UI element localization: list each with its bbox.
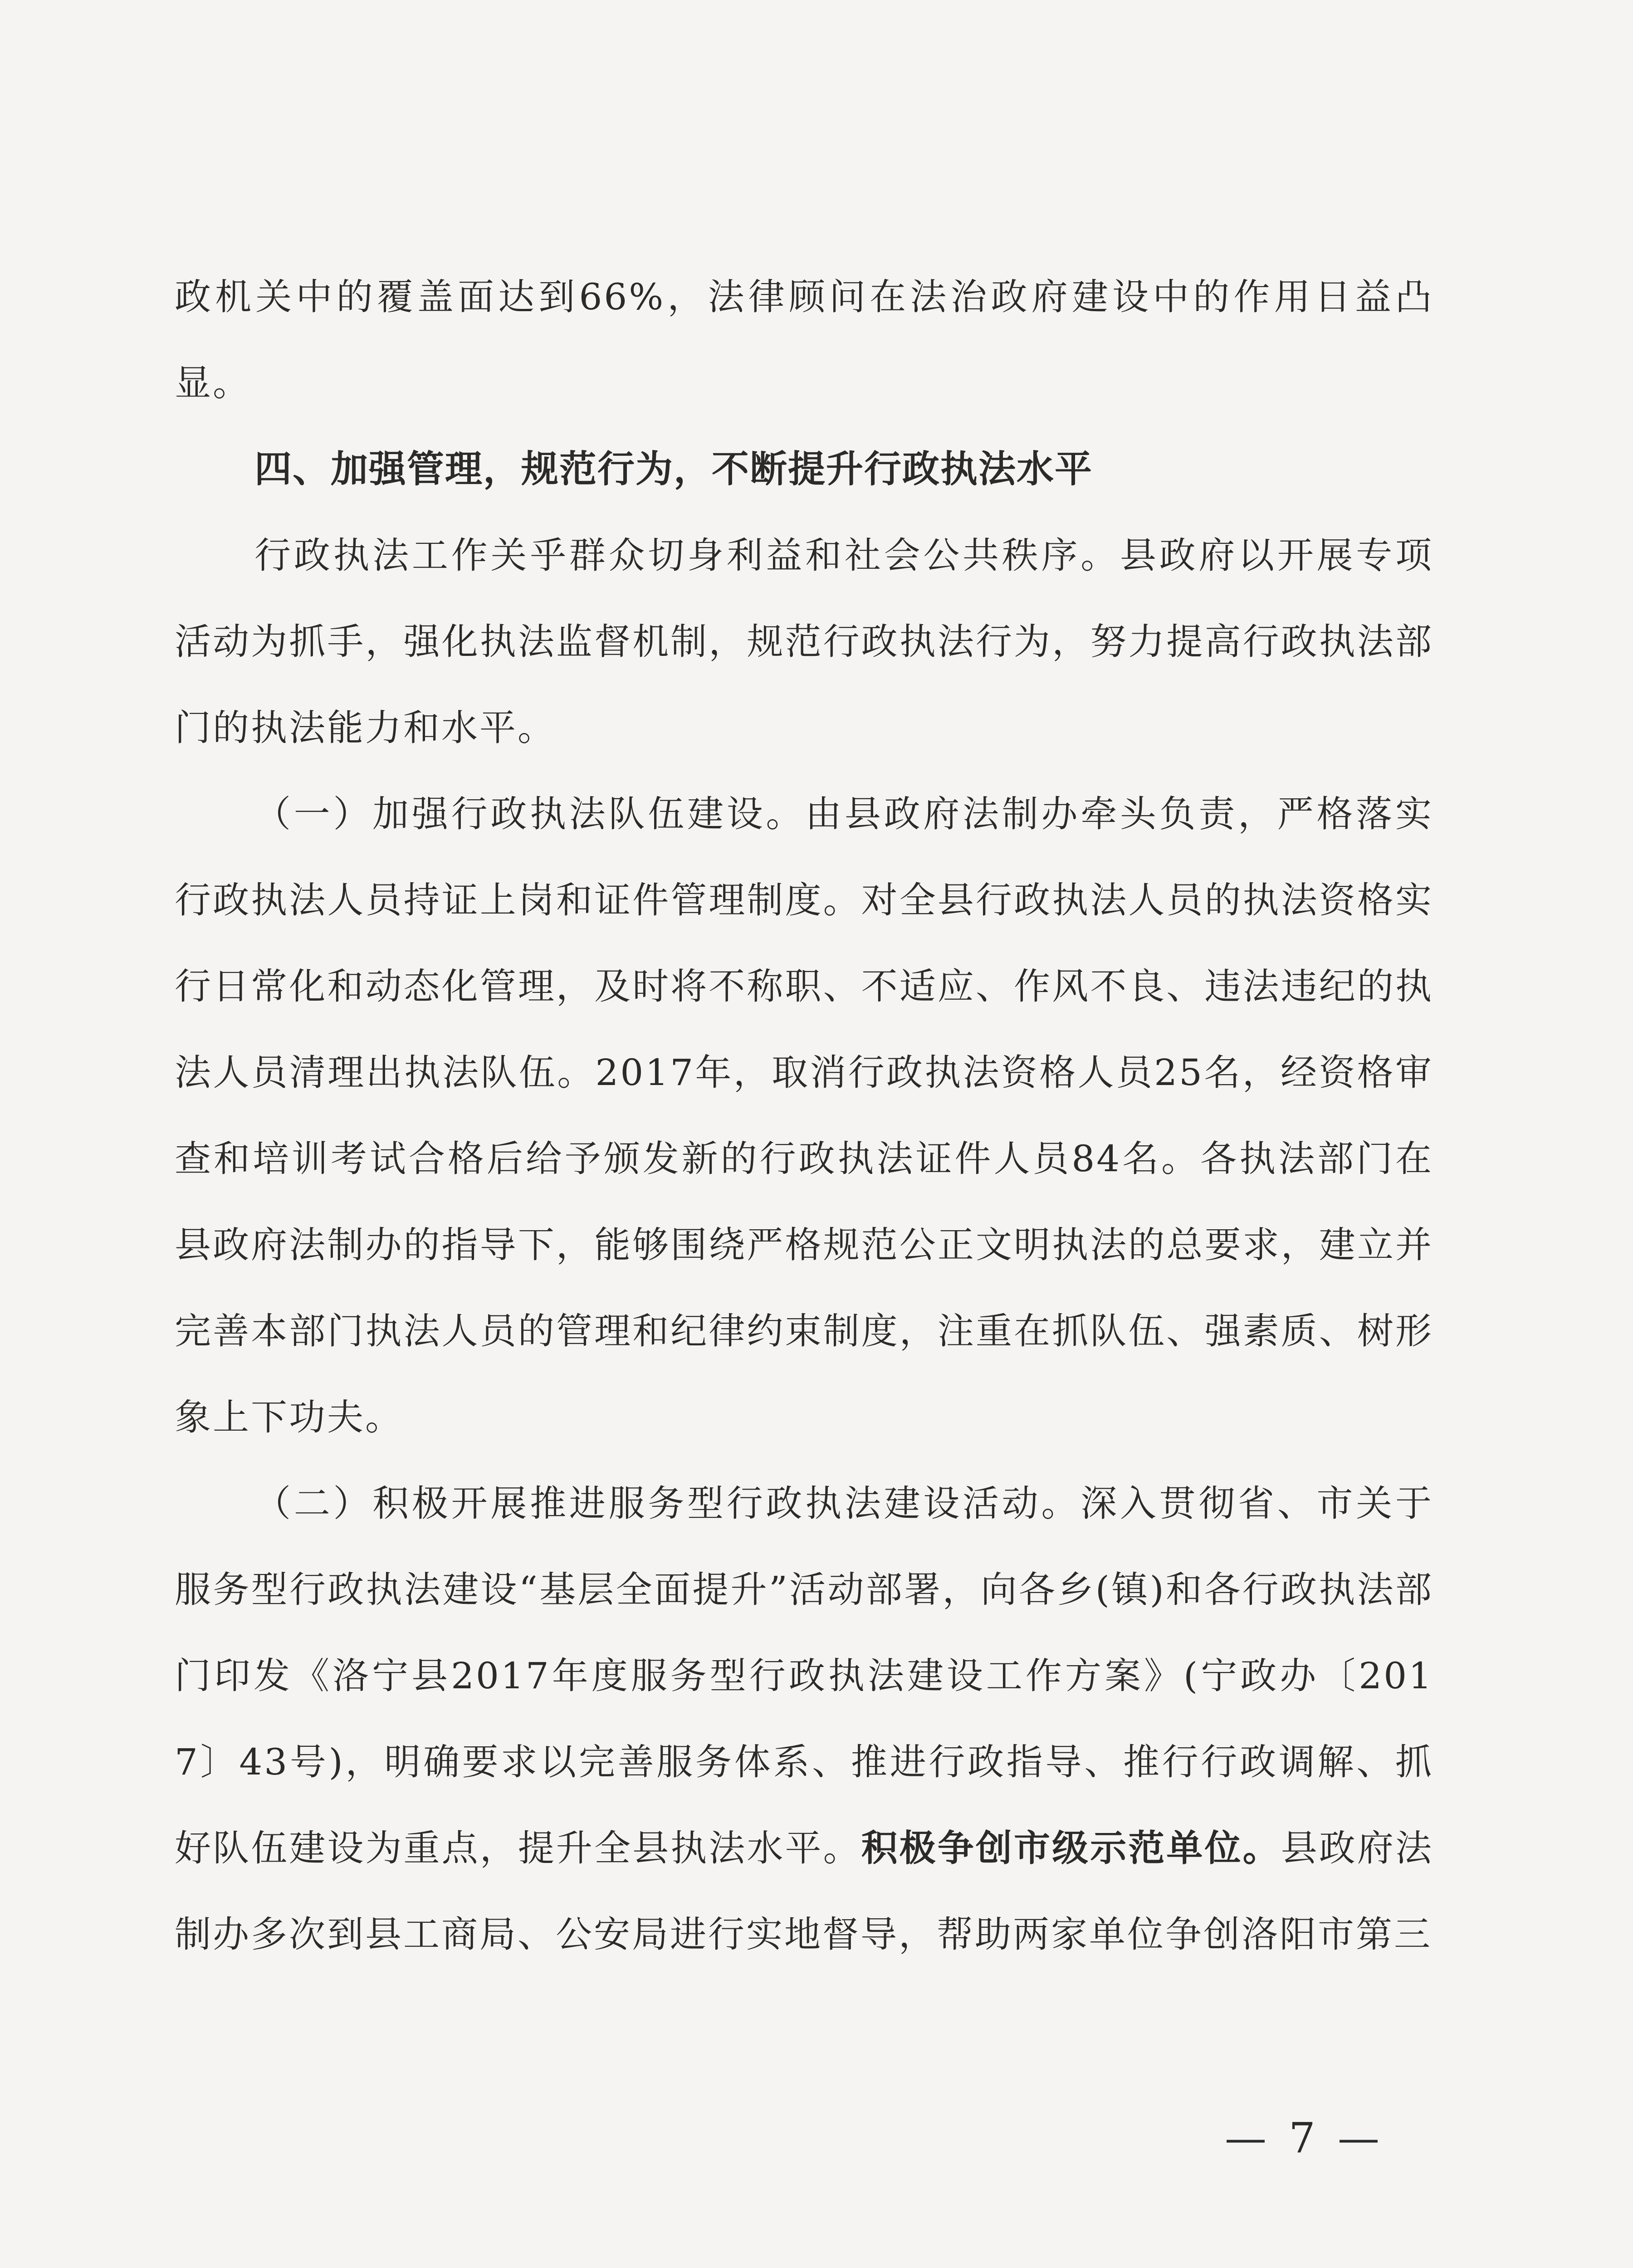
paragraph-intro: 行政执法工作关乎群众切身利益和社会公共秩序。县政府以开展专项活动为抓手，强化执法监督机制，规范行政执法行为，努力提高行政执法部门的执法能力和水平。 (175, 534, 1433, 749)
document-body (175, 254, 1433, 1978)
page-number: — 7 — (1225, 2114, 1384, 2162)
paragraph-item-two-tail: 县政府法制办多次到县工商局、公安局进行实地督导，帮助两家单位争创洛阳市第三 (175, 1827, 1433, 1955)
paragraph-item-two-bold: 积极争创市级示范单位。 (861, 1827, 1281, 1869)
paragraph-item-one: （一）加强行政执法队伍建设。由县政府法制办牵头负责，严格落实行政执法人员持证上岗和证件管理制度。对全县行政执法人员的执法资格实行日常化和动态化管理，及时将不称职、不适应、作风不良、违法违纪的执法人员清理出执法队伍。2017年，取消行政执法资格人员25名，经资格审查和培训考试合格后给予颁发新的行政执法证件人员84名。各执法部门在县政府法制办的指导下，能够围绕严格规范公正文明执法的总要求，建立并完善本部门执法人员的管理和纪律约束制度，注重在抓队伍、强素质、树形象上下功夫。 (175, 793, 1433, 1438)
paragraph-item-two-text: （二）积极开展推进服务型行政执法建设活动。深入贯彻省、市关于服务型行政执法建设“基层全面提升”活动部署，向各乡(镇)和各行政执法部门印发《洛宁县2017年度服务型行政执法建设工作方案》(宁政办〔2017〕43号)，明确要求以完善服务体系、推进行政指导、推行行政调解、抓好队伍建设为重点，提升全县执法水平。 (175, 1482, 1433, 1869)
paragraph-item-two (175, 1461, 1433, 1978)
section-heading: 四、加强管理，规范行为，不断提升行政执法水平 (254, 448, 1093, 491)
paragraph-continuation: 政机关中的覆盖面达到66%，法律顾问在法治政府建设中的作用日益凸显。 (175, 276, 1433, 404)
